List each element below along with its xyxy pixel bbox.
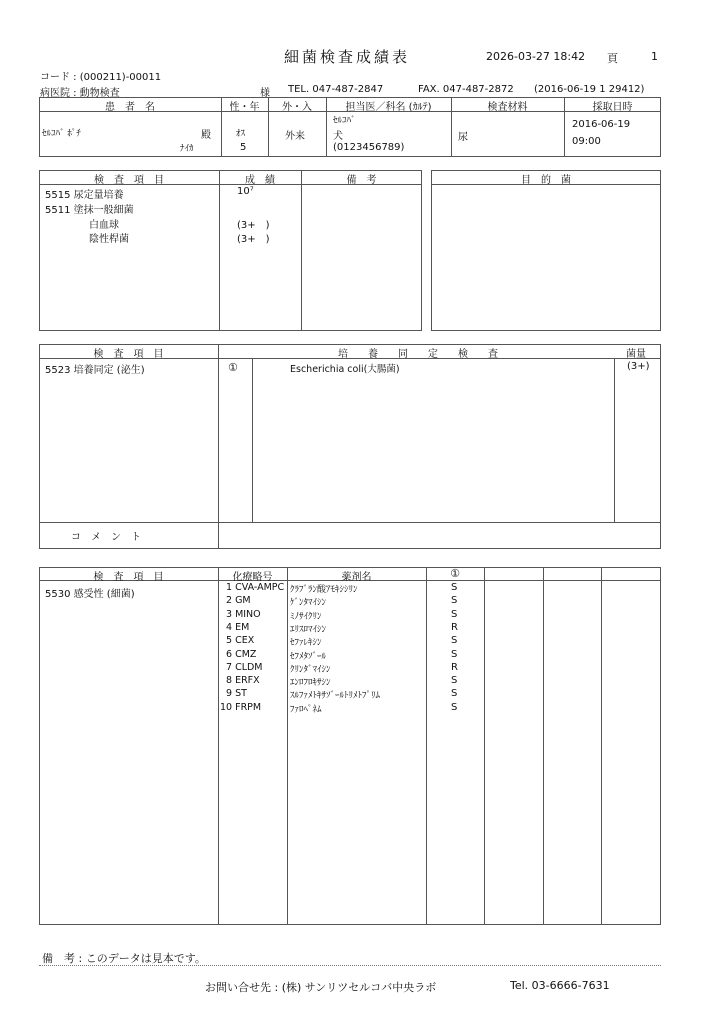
remarks-divider [39,965,661,966]
result-item-1: 5515 尿定量培養 [45,190,124,201]
drug-result: S [451,608,458,620]
doctor-name: ｾﾙｺﾊﾞ [333,116,356,126]
drug-result: S [451,688,458,700]
reference-number: (2016-06-19 1 29412) [534,84,645,95]
header-drug-name: 薬剤名 [341,572,372,583]
result-value-3: (3+ ) [237,220,270,231]
hospital-tel: TEL. 047-487-2847 [288,84,384,95]
drug-code: 3 MINO [226,608,261,620]
contact-lab: お問い合せ先 : (株) サンリツセルコバ中央ラボ [205,981,437,994]
patient-outin: 外来 [285,131,305,142]
drug-code: 5 CEX [226,635,255,647]
drug-name: ｴﾝﾛﾌﾛｷｻｼﾝ [290,678,331,689]
drug-result: S [451,582,458,593]
header-outin: 外・入 [282,102,312,113]
header-remarks: 備 考 [346,175,377,186]
header-patient-name: 患 者 名 [105,102,155,113]
drug-code: 8 ERFX [226,675,260,687]
drug-name: ｴﾘｽﾛﾏｲｼﾝ [290,624,327,635]
print-datetime: 2026-03-27 18:42 [486,50,586,63]
patient-sex: ｵｽ [236,129,246,139]
drug-code: 4 EM [226,621,250,633]
drug-name: ｸﾗﾌﾞﾗﾝ酸ｱﾓｷｼｼﾘﾝ [290,585,358,595]
drug-code: 2 GM [226,595,251,607]
drug-result: S [451,648,458,660]
result-value-4: (3+ ) [237,234,270,245]
drug-code: 6 CMZ [226,648,257,660]
page-title: 細菌検査成績表 [284,48,411,66]
drug-result: S [451,635,458,647]
header-bacteria-amount: 菌量 [626,349,646,360]
susceptibility-table [39,567,661,925]
header-target-bacteria: 目 的 菌 [521,175,571,186]
header-test-item: 検 査 項 目 [94,175,164,186]
patient-kana-suffix: ﾅｲｶ [180,144,194,154]
header-collect-datetime: 採取日時 [592,102,633,113]
drug-name: ｸﾘﾝﾀﾞﾏｲｼﾝ [290,664,331,675]
header-sex-age: 性・年 [229,102,260,113]
drug-result: S [451,701,458,713]
header-susceptibility-item: 検 査 項 目 [93,572,164,583]
hospital-fax: FAX. 047-487-2872 [418,84,514,95]
drug-result: R [451,661,458,673]
page-number: 1 [651,50,658,63]
sample-material: 尿 [458,132,468,143]
chart-number: (0123456789) [333,142,405,153]
drug-result: S [451,595,458,607]
header-culture-identification: 培 養 同 定 検 査 [338,349,498,360]
culture-amount: (3+) [627,361,650,372]
header-isolate-1: ① [450,567,460,580]
patient-age: 5 [240,142,247,153]
remarks-line: 備 考 : このデータは見本です。 [42,952,206,965]
comment-label: コ メ ン ト [71,532,141,543]
target-bacteria-table [431,170,661,331]
result-item-4: 陰性桿菌 [89,234,129,245]
drug-name: ｾﾌﾒﾀｿﾞｰﾙ [290,651,327,662]
drug-name: ｹﾞﾝﾀﾏｲｼﾝ [290,598,327,609]
header-result: 成 績 [245,175,275,186]
collect-time: 09:00 [572,136,601,147]
result-value-1: 10⁷ [237,186,254,197]
culture-organism: Escherichia coli(大腸菌) [290,364,400,375]
drug-result: S [451,675,458,687]
collect-date: 2016-06-19 [572,119,631,130]
susceptibility-item: 5530 感受性 (細菌) [45,589,135,600]
hospital-sama: 様 [260,88,270,99]
patient-name: ｾﾙｺﾊﾞ ﾎﾟﾁ [42,129,81,139]
header-material: 検査材料 [487,102,528,113]
header-doctor: 担当医／科名 (ｶﾙﾃ) [345,102,432,113]
culture-item: 5523 培養同定 (泌生) [45,365,145,376]
patient-dono: 殿 [201,130,211,141]
header-culture-item: 検 査 項 目 [93,349,164,360]
code-line: コード : (000211)-00011 [40,72,162,83]
drug-name: ﾐﾉｻｲｸﾘﾝ [290,611,322,622]
drug-name: ｾﾌｧﾚｷｼﾝ [290,638,322,649]
header-drug-code: 化療略号 [232,572,273,583]
result-item-3: 白血球 [89,220,119,231]
drug-code: 1 CVA-AMPC [226,582,285,593]
culture-marker: ① [228,361,238,374]
drug-name: ﾌｧﾛﾍﾟﾈﾑ [290,704,322,715]
drug-result: R [451,621,458,633]
contact-tel: Tel. 03-6666-7631 [510,979,610,992]
hospital-line: 病医院 : 動物検査 [40,88,120,99]
drug-code: 10 FRPM [220,701,262,713]
drug-code: 7 CLDM [226,661,263,673]
result-item-2: 5511 塗抹一般細菌 [45,205,134,216]
drug-name: ｽﾙﾌｧﾒﾄｷｻｿﾞｰﾙﾄﾘﾒﾄﾌﾟﾘﾑ [290,691,381,702]
page-label: 頁 [607,52,618,65]
doctor-dept: 犬 [333,131,343,142]
drug-code: 9 ST [226,688,247,700]
